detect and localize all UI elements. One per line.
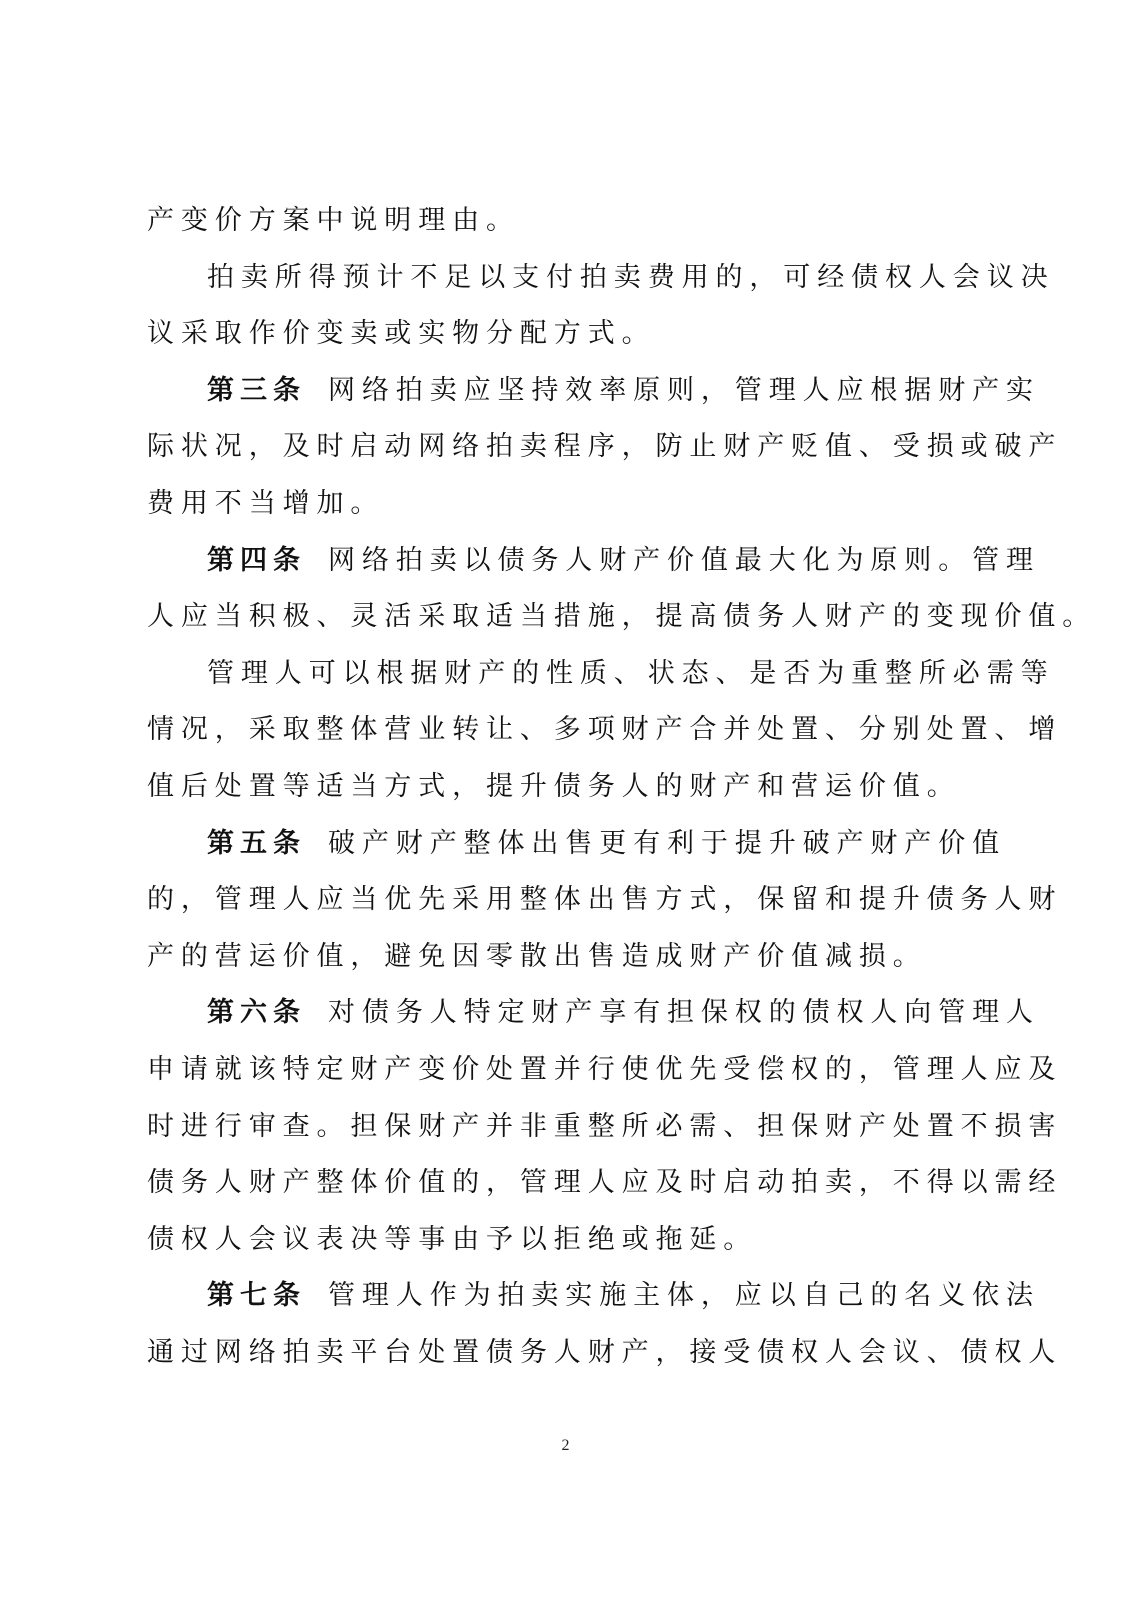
paragraph-line: 拍卖所得预计不足以支付拍卖费用的，可经债权人会议决 <box>207 261 1055 293</box>
article-heading: 第三条 <box>207 374 306 406</box>
article-first-line <box>147 985 1040 1042</box>
article-first-line <box>147 816 1006 873</box>
article-heading: 第五条 <box>207 827 306 859</box>
paragraph-line: 费用不当增加。 <box>147 487 385 519</box>
paragraph-line: 债务人财产整体价值的，管理人应及时启动拍卖，不得以需经 <box>147 1167 1063 1199</box>
paragraph-line: 际状况，及时启动网络拍卖程序，防止财产贬值、受损或破产 <box>147 431 1063 463</box>
paragraph-line: 申请就该特定财产变价处置并行使优先受偿权的，管理人应及 <box>147 1053 1063 1085</box>
paragraph-line: 通过网络拍卖平台处置债务人财产，接受债权人会议、债权人 <box>147 1336 1063 1368</box>
article-first-line <box>147 1268 1040 1325</box>
paragraph-line: 产变价方案中说明理由。 <box>147 205 520 236</box>
paragraph-line: 产的营运价值，避免因零散出售造成财产价值减损。 <box>147 940 927 972</box>
paragraph-line: 管理人可以根据财产的性质、状态、是否为重整所必需等 <box>207 657 1055 689</box>
article-first-line <box>147 363 1040 420</box>
article-heading: 第六条 <box>207 997 306 1029</box>
article-first-line <box>147 533 1040 590</box>
article-text: 网络拍卖应坚持效率原则，管理人应根据财产实 <box>328 374 1040 406</box>
document-body <box>147 193 1097 1381</box>
paragraph-line: 议采取作价变卖或实物分配方式。 <box>147 318 656 350</box>
article-heading: 第七条 <box>207 1280 306 1312</box>
article-heading: 第四条 <box>207 544 306 576</box>
article-text: 网络拍卖以债务人财产价值最大化为原则。管理 <box>328 544 1040 576</box>
article-text: 破产财产整体出售更有利于提升破产财产价值 <box>328 827 1006 859</box>
paragraph-line: 时进行审查。担保财产并非重整所必需、担保财产处置不损害 <box>147 1110 1063 1142</box>
paragraph-line: 的，管理人应当优先采用整体出售方式，保留和提升债务人财 <box>147 884 1063 916</box>
paragraph-line: 值后处置等适当方式，提升债务人的财产和营运价值。 <box>147 770 961 802</box>
article-text: 管理人作为拍卖实施主体，应以自己的名义依法 <box>328 1280 1040 1312</box>
page-number: 2 <box>561 1437 570 1454</box>
paragraph-line: 债权人会议表决等事由予以拒绝或拖延。 <box>147 1223 758 1255</box>
paragraph-line: 情况，采取整体营业转让、多项财产合并处置、分别处置、增 <box>147 714 1063 746</box>
paragraph-line: 人应当积极、灵活采取适当措施，提高债务人财产的变现价值。 <box>147 601 1097 633</box>
article-text: 对债务人特定财产享有担保权的债权人向管理人 <box>328 997 1040 1029</box>
